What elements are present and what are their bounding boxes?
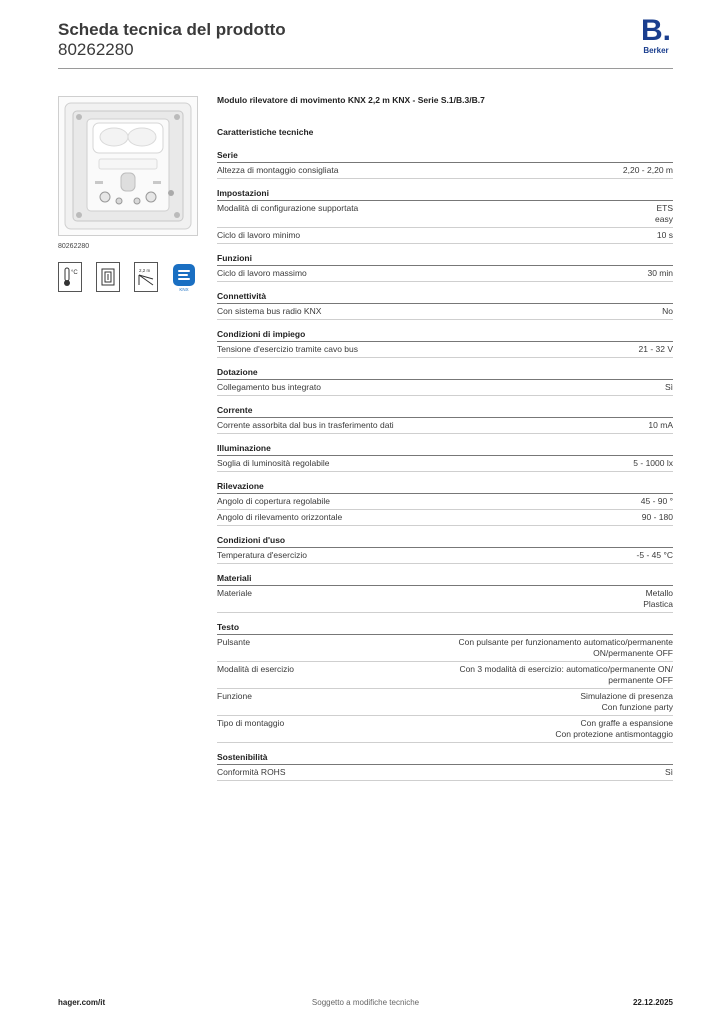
spec-label: Modalità di esercizio [217, 664, 295, 674]
spec-row [217, 586, 673, 613]
spec-value-line: 21 - 32 V [638, 344, 673, 354]
section-title: Connettività [217, 291, 673, 304]
spec-value-line: Metallo [645, 588, 673, 598]
temperature-unit-label: °C [71, 270, 78, 276]
spec-value-line: 30 min [647, 268, 673, 278]
spec-value [580, 691, 673, 713]
spec-value-line: permanente OFF [608, 675, 673, 685]
section-title: Serie [217, 150, 673, 163]
spec-label: Conformità ROHS [217, 767, 286, 777]
thermometer-celsius-icon [58, 262, 82, 292]
berker-logo [639, 16, 673, 55]
spec-row [217, 662, 673, 689]
section-title: Condizioni d'uso [217, 535, 673, 548]
spec-sheet [217, 95, 673, 790]
motion-range-icon [134, 262, 158, 292]
spec-label: Temperatura d'esercizio [217, 550, 307, 560]
spec-label: Con sistema bus radio KNX [217, 306, 322, 316]
spec-row [217, 689, 673, 716]
spec-value [655, 203, 673, 225]
spec-value [555, 718, 673, 740]
section-title: Condizioni di impiego [217, 329, 673, 342]
spec-label: Modalità di configurazione supportata [217, 203, 359, 213]
spec-section [217, 367, 673, 396]
section-title: Dotazione [217, 367, 673, 380]
spec-value-line: 10 s [656, 230, 673, 240]
spec-row [217, 635, 673, 662]
section-title: Illuminazione [217, 443, 673, 456]
spec-value-line: Sì [664, 382, 673, 392]
spec-row [217, 201, 673, 228]
spec-label: Collegamento bus integrato [217, 382, 321, 392]
spec-value-line: Con graffe a espansione [580, 718, 673, 728]
spec-section [217, 291, 673, 320]
spec-value [639, 344, 674, 355]
section-title: Testo [217, 622, 673, 635]
spec-section [217, 481, 673, 526]
spec-value [459, 664, 673, 686]
spec-sections [217, 150, 673, 781]
feature-icons [58, 262, 196, 292]
spec-value-line: 90 - 180 [641, 512, 673, 522]
spec-value [662, 306, 673, 317]
spec-value-line: Con 3 modalità di esercizio: automatico/permanente ON/ [459, 664, 673, 674]
spec-section [217, 405, 673, 434]
flush-mount-icon [96, 262, 120, 292]
spec-value-line: Simulazione di presenza [580, 691, 673, 701]
spec-value-line: ON/permanente OFF [593, 648, 673, 658]
spec-value-line: ETS [656, 203, 673, 213]
spec-value-line: 10 mA [648, 420, 673, 430]
section-title: Impostazioni [217, 188, 673, 201]
spec-section [217, 443, 673, 472]
spec-section [217, 150, 673, 179]
spec-value-line: No [662, 306, 673, 316]
spec-value-line: Sì [664, 767, 673, 777]
footer-website[interactable]: hager.com/it [58, 998, 106, 1007]
section-title: Rilevazione [217, 481, 673, 494]
spec-value [647, 268, 673, 279]
section-title: Materiali [217, 573, 673, 586]
spec-value-line: 2,20 - 2,20 m [622, 165, 673, 175]
spec-row [217, 548, 673, 564]
knx-label: KNX [179, 287, 189, 292]
header-divider [58, 68, 673, 69]
spec-label: Angolo di copertura regolabile [217, 496, 330, 506]
spec-row [217, 716, 673, 743]
spec-label: Altezza di montaggio consigliata [217, 165, 339, 175]
spec-label: Tensione d'esercizio tramite cavo bus [217, 344, 358, 354]
motion-detector-illustration [59, 97, 197, 235]
spec-label: Funzione [217, 691, 252, 701]
spec-label: Pulsante [217, 637, 251, 647]
spec-row [217, 342, 673, 358]
characteristics-title: Caratteristiche tecniche [217, 127, 314, 137]
spec-value [623, 165, 673, 176]
spec-value-line: Con pulsante per funzionamento automatico/permanente [458, 637, 673, 647]
spec-label: Tipo di montaggio [217, 718, 285, 728]
page-title: Scheda tecnica del prodotto [58, 20, 286, 39]
range-label: 2,2 m [139, 268, 151, 273]
spec-row [217, 494, 673, 510]
spec-value [643, 588, 673, 610]
spec-label: Materiale [217, 588, 252, 598]
footer-date: 22.12.2025 [632, 998, 673, 1007]
spec-value [633, 458, 673, 469]
spec-value-line: Con protezione antismontaggio [555, 729, 673, 739]
spec-row [217, 380, 673, 396]
page-header [58, 14, 673, 70]
product-code: 80262280 [58, 40, 134, 59]
spec-value [648, 420, 673, 431]
product-image [58, 96, 198, 236]
spec-row [217, 418, 673, 434]
spec-label: Ciclo di lavoro minimo [217, 230, 301, 240]
spec-value [665, 767, 673, 778]
spec-label: Angolo di rilevamento orizzontale [217, 512, 343, 522]
spec-section [217, 535, 673, 564]
spec-row [217, 163, 673, 179]
spec-label: Soglia di luminosità regolabile [217, 458, 330, 468]
spec-section [217, 752, 673, 781]
section-title: Sostenibilità [217, 752, 673, 765]
spec-value-line: easy [655, 214, 673, 224]
spec-value-line: 5 - 1000 lx [633, 458, 673, 468]
section-title: Funzioni [217, 253, 673, 266]
spec-value-line: Plastica [643, 599, 673, 609]
spec-row [217, 765, 673, 781]
spec-section [217, 573, 673, 613]
product-name: Modulo rilevatore di movimento KNX 2,2 m KNX - Serie S.1/B.3/B.7 [217, 95, 485, 105]
spec-value [458, 637, 673, 659]
spec-section [217, 188, 673, 244]
logo-mark: B. [641, 14, 671, 47]
footer-note: Soggetto a modifiche tecniche [311, 998, 420, 1007]
spec-section [217, 253, 673, 282]
spec-row [217, 266, 673, 282]
spec-value [642, 512, 673, 523]
spec-value [637, 550, 673, 561]
spec-value-line: 45 - 90 ° [640, 496, 673, 506]
section-title: Corrente [217, 405, 673, 418]
spec-row [217, 510, 673, 526]
spec-value [665, 382, 673, 393]
spec-value [657, 230, 673, 241]
spec-row [217, 228, 673, 244]
spec-label: Ciclo di lavoro massimo [217, 268, 307, 278]
logo-text: Berker [643, 46, 669, 55]
spec-row [217, 456, 673, 472]
image-code: 80262280 [58, 243, 90, 250]
spec-section [217, 329, 673, 358]
spec-row [217, 304, 673, 320]
spec-value [641, 496, 673, 507]
spec-label: Corrente assorbita dal bus in trasferimento dati [217, 420, 394, 430]
spec-section [217, 622, 673, 743]
spec-value-line: Con funzione party [601, 702, 673, 712]
knx-logo-icon [172, 262, 196, 292]
spec-value-line: -5 - 45 °C [636, 550, 673, 560]
